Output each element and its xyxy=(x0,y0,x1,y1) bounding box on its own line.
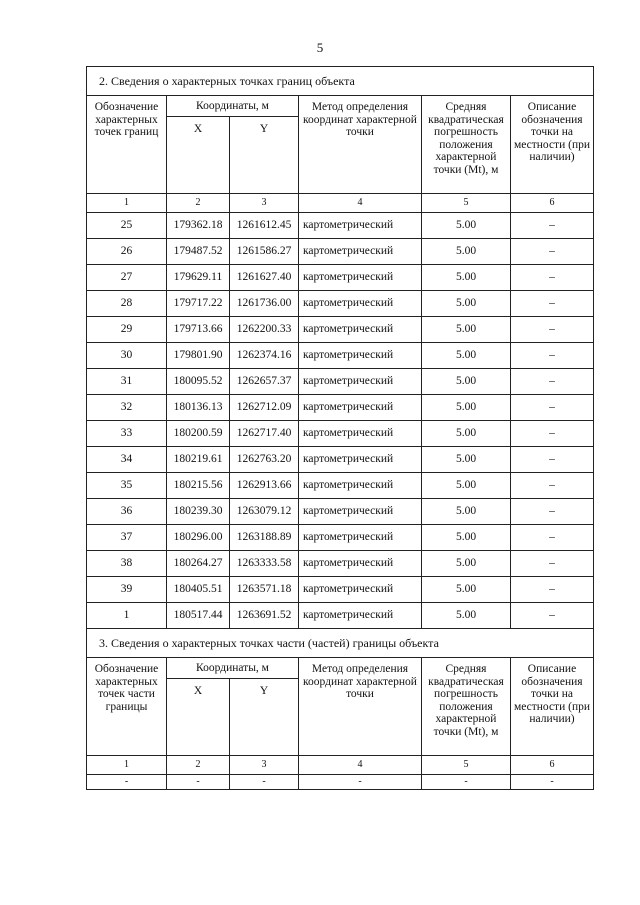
cell-y: 1262200.33 xyxy=(230,317,299,343)
section2-header-designation: Обозначение характерных точек границ xyxy=(87,96,167,194)
table-row xyxy=(87,239,594,265)
section3-header-error: Средняя квадратическая погрешность положения характерной точки (Mt), м xyxy=(422,658,511,756)
cell-y: 1263691.52 xyxy=(230,603,299,629)
cell-description: – xyxy=(511,551,594,577)
cell-description: – xyxy=(511,473,594,499)
cell-method: картометрический xyxy=(299,291,422,317)
section3-header-x: X xyxy=(167,679,230,756)
table-row xyxy=(87,369,594,395)
cell-method: картометрический xyxy=(299,525,422,551)
table-row xyxy=(87,499,594,525)
cell-point: 1 xyxy=(87,603,167,629)
cell-point: 32 xyxy=(87,395,167,421)
cell-method: картометрический xyxy=(299,551,422,577)
cell-error: 5.00 xyxy=(422,291,511,317)
cell-description: – xyxy=(511,239,594,265)
section2-header-description: Описание обозначения точки на местности (при наличии) xyxy=(511,96,594,194)
cell-error: 5.00 xyxy=(422,265,511,291)
cell-x: 180517.44 xyxy=(167,603,230,629)
cell-description: – xyxy=(511,421,594,447)
table-row xyxy=(87,775,594,790)
cell-method: картометрический xyxy=(299,239,422,265)
cell-point: 31 xyxy=(87,369,167,395)
section2-rows xyxy=(87,213,594,629)
section3-header-description: Описание обозначения точки на местности (при наличии) xyxy=(511,658,594,756)
cell-point: 29 xyxy=(87,317,167,343)
cell-error: 5.00 xyxy=(422,577,511,603)
cell-y: 1262717.40 xyxy=(230,421,299,447)
cell-x: 179362.18 xyxy=(167,213,230,239)
cell-point: 39 xyxy=(87,577,167,603)
page-number: 5 xyxy=(316,40,324,55)
cell-y: 1261586.27 xyxy=(230,239,299,265)
section2-header-coords: Координаты, м xyxy=(167,96,299,117)
cell-method: картометрический xyxy=(299,213,422,239)
cell-error: 5.00 xyxy=(422,603,511,629)
cell-y: 1263333.58 xyxy=(230,551,299,577)
column-number: 2 xyxy=(167,756,230,775)
cell-y: 1261612.45 xyxy=(230,213,299,239)
cell-y: 1262374.16 xyxy=(230,343,299,369)
cell-point: 38 xyxy=(87,551,167,577)
cell-description: – xyxy=(511,291,594,317)
section2-column-numbers xyxy=(87,194,594,213)
section2-header-method: Метод определения координат характерной точки xyxy=(299,96,422,194)
cell-point: 33 xyxy=(87,421,167,447)
cell-y: 1262763.20 xyxy=(230,447,299,473)
cell-error: 5.00 xyxy=(422,499,511,525)
cell-x: 179629.11 xyxy=(167,265,230,291)
cell-error: 5.00 xyxy=(422,447,511,473)
table-row xyxy=(87,603,594,629)
column-number: 2 xyxy=(167,194,230,213)
cell-description: - xyxy=(511,775,594,790)
cell-method: картометрический xyxy=(299,603,422,629)
cell-description: – xyxy=(511,265,594,291)
boundary-points-table xyxy=(86,66,594,790)
cell-description: – xyxy=(511,395,594,421)
cell-error: 5.00 xyxy=(422,525,511,551)
cell-x: 179713.66 xyxy=(167,317,230,343)
table-row xyxy=(87,551,594,577)
cell-point: - xyxy=(87,775,167,790)
cell-x: 180136.13 xyxy=(167,395,230,421)
table-row xyxy=(87,525,594,551)
cell-x: 180239.30 xyxy=(167,499,230,525)
cell-x: 180264.27 xyxy=(167,551,230,577)
cell-method: картометрический xyxy=(299,421,422,447)
cell-error: 5.00 xyxy=(422,421,511,447)
cell-method: картометрический xyxy=(299,577,422,603)
column-number: 3 xyxy=(230,756,299,775)
table-row xyxy=(87,447,594,473)
column-number: 1 xyxy=(87,194,167,213)
cell-method: картометрический xyxy=(299,369,422,395)
section3-header-designation: Обозначение характерных точек части границы xyxy=(87,658,167,756)
column-number: 5 xyxy=(422,756,511,775)
section3-header-y: Y xyxy=(230,679,299,756)
cell-x: 179717.22 xyxy=(167,291,230,317)
column-number: 4 xyxy=(299,756,422,775)
cell-y: 1262913.66 xyxy=(230,473,299,499)
cell-point: 37 xyxy=(87,525,167,551)
section3-header-coords: Координаты, м xyxy=(167,658,299,679)
cell-error: 5.00 xyxy=(422,317,511,343)
cell-point: 30 xyxy=(87,343,167,369)
cell-x: 180405.51 xyxy=(167,577,230,603)
cell-point: 36 xyxy=(87,499,167,525)
cell-y: 1262657.37 xyxy=(230,369,299,395)
cell-description: – xyxy=(511,369,594,395)
cell-description: – xyxy=(511,213,594,239)
table-row xyxy=(87,343,594,369)
table-row xyxy=(87,395,594,421)
section3-rows xyxy=(87,775,594,790)
cell-method: картометрический xyxy=(299,473,422,499)
cell-description: – xyxy=(511,343,594,369)
cell-point: 27 xyxy=(87,265,167,291)
cell-description: – xyxy=(511,317,594,343)
cell-error: 5.00 xyxy=(422,239,511,265)
table-row xyxy=(87,317,594,343)
cell-description: – xyxy=(511,525,594,551)
cell-error: 5.00 xyxy=(422,213,511,239)
cell-x: 179487.52 xyxy=(167,239,230,265)
cell-description: – xyxy=(511,603,594,629)
table-row xyxy=(87,473,594,499)
column-number: 1 xyxy=(87,756,167,775)
cell-error: 5.00 xyxy=(422,551,511,577)
cell-point: 34 xyxy=(87,447,167,473)
section2-header-y: Y xyxy=(230,117,299,194)
cell-error: 5.00 xyxy=(422,395,511,421)
cell-x: 180219.61 xyxy=(167,447,230,473)
cell-y: - xyxy=(230,775,299,790)
cell-x: 179801.90 xyxy=(167,343,230,369)
column-number: 5 xyxy=(422,194,511,213)
cell-method: картометрический xyxy=(299,265,422,291)
cell-x: 180215.56 xyxy=(167,473,230,499)
table-row xyxy=(87,265,594,291)
section3-title: 3. Сведения о характерных точках части (частей) границы объекта xyxy=(87,629,594,658)
cell-error: 5.00 xyxy=(422,369,511,395)
table-row xyxy=(87,421,594,447)
cell-point: 35 xyxy=(87,473,167,499)
cell-method: картометрический xyxy=(299,499,422,525)
cell-description: – xyxy=(511,499,594,525)
section3-header-method: Метод определения координат характерной точки xyxy=(299,658,422,756)
table-row xyxy=(87,577,594,603)
cell-error: 5.00 xyxy=(422,473,511,499)
cell-method: картометрический xyxy=(299,343,422,369)
cell-error: 5.00 xyxy=(422,343,511,369)
section2-header-error: Средняя квадратическая погрешность положения характерной точки (Mt), м xyxy=(422,96,511,194)
cell-x: 180296.00 xyxy=(167,525,230,551)
cell-y: 1263571.18 xyxy=(230,577,299,603)
table-row xyxy=(87,213,594,239)
cell-y: 1261627.40 xyxy=(230,265,299,291)
boundary-points-document xyxy=(86,66,593,790)
cell-description: – xyxy=(511,447,594,473)
section2-title: 2. Сведения о характерных точках границ объекта xyxy=(87,67,594,96)
cell-y: 1261736.00 xyxy=(230,291,299,317)
cell-method: картометрический xyxy=(299,395,422,421)
cell-x: 180095.52 xyxy=(167,369,230,395)
cell-error: - xyxy=(422,775,511,790)
cell-point: 26 xyxy=(87,239,167,265)
cell-method: - xyxy=(299,775,422,790)
column-number: 3 xyxy=(230,194,299,213)
cell-point: 25 xyxy=(87,213,167,239)
cell-x: - xyxy=(167,775,230,790)
column-number: 4 xyxy=(299,194,422,213)
section3-column-numbers xyxy=(87,756,594,775)
cell-y: 1263079.12 xyxy=(230,499,299,525)
cell-x: 180200.59 xyxy=(167,421,230,447)
column-number: 6 xyxy=(511,756,594,775)
cell-y: 1263188.89 xyxy=(230,525,299,551)
cell-method: картометрический xyxy=(299,317,422,343)
column-number: 6 xyxy=(511,194,594,213)
cell-point: 28 xyxy=(87,291,167,317)
cell-description: – xyxy=(511,577,594,603)
cell-y: 1262712.09 xyxy=(230,395,299,421)
section2-header-x: X xyxy=(167,117,230,194)
cell-method: картометрический xyxy=(299,447,422,473)
table-row xyxy=(87,291,594,317)
